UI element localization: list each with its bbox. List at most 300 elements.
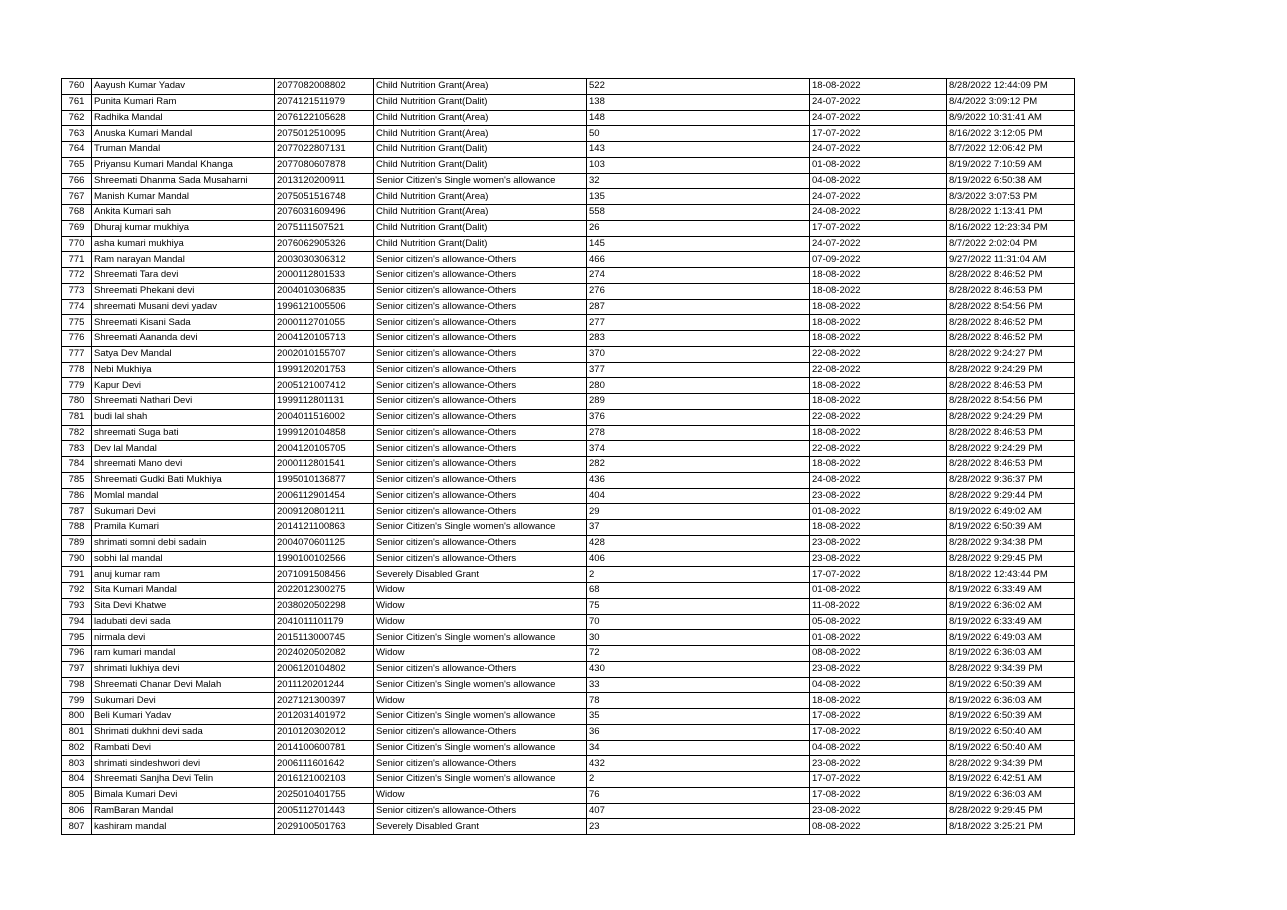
date-cell: 24-07-2022 xyxy=(810,189,947,205)
table-row xyxy=(62,346,1075,362)
timestamp-cell: 8/28/2022 8:46:53 PM xyxy=(947,457,1075,473)
date-cell: 18-08-2022 xyxy=(810,457,947,473)
amount-cell: 276 xyxy=(587,283,810,299)
amount-cell: 287 xyxy=(587,299,810,315)
grant-type-cell: Senior citizen's allowance-Others xyxy=(374,724,587,740)
grant-type-cell: Child Nutrition Grant(Area) xyxy=(374,205,587,221)
timestamp-cell: 8/28/2022 8:46:53 PM xyxy=(947,283,1075,299)
name-cell: Ankita Kumari sah xyxy=(92,205,275,221)
id-number-cell: 2071091508456 xyxy=(275,567,374,583)
date-cell: 24-07-2022 xyxy=(810,110,947,126)
date-cell: 17-08-2022 xyxy=(810,724,947,740)
id-number-cell: 1999120201753 xyxy=(275,362,374,378)
date-cell: 07-09-2022 xyxy=(810,252,947,268)
serial-cell: 798 xyxy=(62,677,92,693)
amount-cell: 138 xyxy=(587,94,810,110)
table-row xyxy=(62,772,1075,788)
date-cell: 23-08-2022 xyxy=(810,551,947,567)
amount-cell: 135 xyxy=(587,189,810,205)
timestamp-cell: 8/9/2022 10:31:41 AM xyxy=(947,110,1075,126)
timestamp-cell: 8/19/2022 6:36:03 AM xyxy=(947,646,1075,662)
amount-cell: 428 xyxy=(587,535,810,551)
serial-cell: 767 xyxy=(62,189,92,205)
id-number-cell: 2024020502082 xyxy=(275,646,374,662)
timestamp-cell: 8/28/2022 9:34:38 PM xyxy=(947,535,1075,551)
amount-cell: 32 xyxy=(587,173,810,189)
amount-cell: 29 xyxy=(587,504,810,520)
id-number-cell: 2076122105628 xyxy=(275,110,374,126)
serial-cell: 802 xyxy=(62,740,92,756)
grant-type-cell: Senior citizen's allowance-Others xyxy=(374,551,587,567)
table-row xyxy=(62,630,1075,646)
serial-cell: 779 xyxy=(62,378,92,394)
date-cell: 23-08-2022 xyxy=(810,488,947,504)
date-cell: 17-08-2022 xyxy=(810,787,947,803)
date-cell: 01-08-2022 xyxy=(810,504,947,520)
timestamp-cell: 8/18/2022 12:43:44 PM xyxy=(947,567,1075,583)
id-number-cell: 2010120302012 xyxy=(275,724,374,740)
id-number-cell: 2004010306835 xyxy=(275,283,374,299)
name-cell: Nebi Mukhiya xyxy=(92,362,275,378)
serial-cell: 804 xyxy=(62,772,92,788)
date-cell: 18-08-2022 xyxy=(810,299,947,315)
table-row xyxy=(62,315,1075,331)
date-cell: 17-08-2022 xyxy=(810,709,947,725)
id-number-cell: 2075111507521 xyxy=(275,220,374,236)
date-cell: 22-08-2022 xyxy=(810,409,947,425)
id-number-cell: 2014100600781 xyxy=(275,740,374,756)
name-cell: nirmala devi xyxy=(92,630,275,646)
timestamp-cell: 8/28/2022 12:44:09 PM xyxy=(947,79,1075,95)
grant-type-cell: Senior citizen's allowance-Others xyxy=(374,425,587,441)
name-cell: anuj kumar ram xyxy=(92,567,275,583)
id-number-cell: 2000112701055 xyxy=(275,315,374,331)
serial-cell: 796 xyxy=(62,646,92,662)
amount-cell: 143 xyxy=(587,142,810,158)
id-number-cell: 2004011516002 xyxy=(275,409,374,425)
serial-cell: 768 xyxy=(62,205,92,221)
amount-cell: 436 xyxy=(587,472,810,488)
date-cell: 04-08-2022 xyxy=(810,173,947,189)
name-cell: Kapur Devi xyxy=(92,378,275,394)
serial-cell: 778 xyxy=(62,362,92,378)
amount-cell: 23 xyxy=(587,819,810,835)
timestamp-cell: 8/19/2022 6:36:03 AM xyxy=(947,693,1075,709)
table-row xyxy=(62,299,1075,315)
timestamp-cell: 8/16/2022 12:23:34 PM xyxy=(947,220,1075,236)
timestamp-cell: 8/19/2022 6:49:03 AM xyxy=(947,630,1075,646)
timestamp-cell: 8/19/2022 6:49:02 AM xyxy=(947,504,1075,520)
date-cell: 18-08-2022 xyxy=(810,283,947,299)
timestamp-cell: 8/19/2022 6:50:40 AM xyxy=(947,724,1075,740)
name-cell: ram kumari mandal xyxy=(92,646,275,662)
serial-cell: 772 xyxy=(62,268,92,284)
table-row xyxy=(62,441,1075,457)
grant-type-cell: Senior Citizen's Single women's allowance xyxy=(374,630,587,646)
table-row xyxy=(62,378,1075,394)
serial-cell: 781 xyxy=(62,409,92,425)
name-cell: Shreemati Chanar Devi Malah xyxy=(92,677,275,693)
date-cell: 17-07-2022 xyxy=(810,772,947,788)
name-cell: Ram narayan Mandal xyxy=(92,252,275,268)
name-cell: Sukumari Devi xyxy=(92,504,275,520)
id-number-cell: 2005112701443 xyxy=(275,803,374,819)
timestamp-cell: 8/28/2022 9:24:29 PM xyxy=(947,441,1075,457)
grant-type-cell: Senior citizen's allowance-Others xyxy=(374,441,587,457)
date-cell: 04-08-2022 xyxy=(810,740,947,756)
name-cell: Anuska Kumari Mandal xyxy=(92,126,275,142)
timestamp-cell: 8/28/2022 1:13:41 PM xyxy=(947,205,1075,221)
amount-cell: 26 xyxy=(587,220,810,236)
serial-cell: 762 xyxy=(62,110,92,126)
name-cell: Dev lal Mandal xyxy=(92,441,275,457)
amount-cell: 430 xyxy=(587,661,810,677)
id-number-cell: 2004120105705 xyxy=(275,441,374,457)
table-row xyxy=(62,79,1075,95)
serial-cell: 770 xyxy=(62,236,92,252)
date-cell: 04-08-2022 xyxy=(810,677,947,693)
table-row xyxy=(62,661,1075,677)
name-cell: Pramila Kumari xyxy=(92,520,275,536)
name-cell: shreemati Suga bati xyxy=(92,425,275,441)
name-cell: Shreemati Phekani devi xyxy=(92,283,275,299)
timestamp-cell: 8/19/2022 6:33:49 AM xyxy=(947,614,1075,630)
table-row xyxy=(62,362,1075,378)
grant-type-cell: Senior citizen's allowance-Others xyxy=(374,268,587,284)
beneficiary-table xyxy=(61,78,1075,835)
id-number-cell: 2076062905326 xyxy=(275,236,374,252)
id-number-cell: 2000112801541 xyxy=(275,457,374,473)
grant-type-cell: Senior Citizen's Single women's allowance xyxy=(374,677,587,693)
grant-type-cell: Child Nutrition Grant(Dalit) xyxy=(374,94,587,110)
grant-type-cell: Senior citizen's allowance-Others xyxy=(374,504,587,520)
amount-cell: 30 xyxy=(587,630,810,646)
timestamp-cell: 8/28/2022 8:46:53 PM xyxy=(947,378,1075,394)
table-row xyxy=(62,583,1075,599)
amount-cell: 370 xyxy=(587,346,810,362)
table-row xyxy=(62,94,1075,110)
name-cell: Shreemati Aananda devi xyxy=(92,331,275,347)
serial-cell: 774 xyxy=(62,299,92,315)
date-cell: 01-08-2022 xyxy=(810,583,947,599)
table-row xyxy=(62,551,1075,567)
date-cell: 17-07-2022 xyxy=(810,220,947,236)
date-cell: 08-08-2022 xyxy=(810,646,947,662)
timestamp-cell: 8/19/2022 6:50:39 AM xyxy=(947,677,1075,693)
amount-cell: 68 xyxy=(587,583,810,599)
timestamp-cell: 8/3/2022 3:07:53 PM xyxy=(947,189,1075,205)
table-row xyxy=(62,142,1075,158)
amount-cell: 432 xyxy=(587,756,810,772)
serial-cell: 777 xyxy=(62,346,92,362)
date-cell: 22-08-2022 xyxy=(810,362,947,378)
amount-cell: 70 xyxy=(587,614,810,630)
timestamp-cell: 8/28/2022 8:54:56 PM xyxy=(947,299,1075,315)
name-cell: Dhuraj kumar mukhiya xyxy=(92,220,275,236)
name-cell: shrimati lukhiya devi xyxy=(92,661,275,677)
grant-type-cell: Senior citizen's allowance-Others xyxy=(374,283,587,299)
serial-cell: 805 xyxy=(62,787,92,803)
amount-cell: 33 xyxy=(587,677,810,693)
serial-cell: 765 xyxy=(62,157,92,173)
date-cell: 23-08-2022 xyxy=(810,661,947,677)
id-number-cell: 1995010136877 xyxy=(275,472,374,488)
name-cell: Shreemati Kisani Sada xyxy=(92,315,275,331)
grant-type-cell: Child Nutrition Grant(Dalit) xyxy=(374,157,587,173)
grant-type-cell: Severely Disabled Grant xyxy=(374,567,587,583)
date-cell: 24-08-2022 xyxy=(810,205,947,221)
date-cell: 23-08-2022 xyxy=(810,535,947,551)
timestamp-cell: 8/7/2022 2:02:04 PM xyxy=(947,236,1075,252)
date-cell: 01-08-2022 xyxy=(810,630,947,646)
date-cell: 08-08-2022 xyxy=(810,819,947,835)
amount-cell: 76 xyxy=(587,787,810,803)
serial-cell: 788 xyxy=(62,520,92,536)
serial-cell: 773 xyxy=(62,283,92,299)
table-row xyxy=(62,189,1075,205)
grant-type-cell: Senior Citizen's Single women's allowance xyxy=(374,709,587,725)
grant-type-cell: Senior citizen's allowance-Others xyxy=(374,535,587,551)
name-cell: Sita Kumari Mandal xyxy=(92,583,275,599)
name-cell: Bimala Kumari Devi xyxy=(92,787,275,803)
name-cell: Punita Kumari Ram xyxy=(92,94,275,110)
id-number-cell: 2006111601642 xyxy=(275,756,374,772)
table-row xyxy=(62,236,1075,252)
table-row xyxy=(62,535,1075,551)
grant-type-cell: Severely Disabled Grant xyxy=(374,819,587,835)
name-cell: Beli Kumari Yadav xyxy=(92,709,275,725)
date-cell: 17-07-2022 xyxy=(810,567,947,583)
name-cell: ladubati devi sada xyxy=(92,614,275,630)
date-cell: 24-07-2022 xyxy=(810,94,947,110)
grant-type-cell: Senior citizen's allowance-Others xyxy=(374,394,587,410)
serial-cell: 785 xyxy=(62,472,92,488)
table-row xyxy=(62,252,1075,268)
id-number-cell: 2015113000745 xyxy=(275,630,374,646)
id-number-cell: 2027121300397 xyxy=(275,693,374,709)
name-cell: kashiram mandal xyxy=(92,819,275,835)
id-number-cell: 2025010401755 xyxy=(275,787,374,803)
amount-cell: 407 xyxy=(587,803,810,819)
timestamp-cell: 8/28/2022 8:54:56 PM xyxy=(947,394,1075,410)
timestamp-cell: 8/28/2022 9:24:29 PM xyxy=(947,362,1075,378)
table-row xyxy=(62,803,1075,819)
name-cell: Sukumari Devi xyxy=(92,693,275,709)
grant-type-cell: Senior Citizen's Single women's allowance xyxy=(374,173,587,189)
grant-type-cell: Senior Citizen's Single women's allowance xyxy=(374,520,587,536)
id-number-cell: 2016121002103 xyxy=(275,772,374,788)
date-cell: 24-08-2022 xyxy=(810,472,947,488)
id-number-cell: 2013120200911 xyxy=(275,173,374,189)
serial-cell: 771 xyxy=(62,252,92,268)
timestamp-cell: 8/28/2022 8:46:52 PM xyxy=(947,315,1075,331)
timestamp-cell: 8/28/2022 9:24:27 PM xyxy=(947,346,1075,362)
amount-cell: 277 xyxy=(587,315,810,331)
id-number-cell: 2004070601125 xyxy=(275,535,374,551)
table-row xyxy=(62,740,1075,756)
amount-cell: 280 xyxy=(587,378,810,394)
name-cell: Shreemati Dhanma Sada Musaharni xyxy=(92,173,275,189)
id-number-cell: 1996121005506 xyxy=(275,299,374,315)
timestamp-cell: 8/19/2022 6:50:39 AM xyxy=(947,709,1075,725)
amount-cell: 148 xyxy=(587,110,810,126)
amount-cell: 376 xyxy=(587,409,810,425)
timestamp-cell: 8/19/2022 6:50:38 AM xyxy=(947,173,1075,189)
amount-cell: 145 xyxy=(587,236,810,252)
serial-cell: 783 xyxy=(62,441,92,457)
table-row xyxy=(62,787,1075,803)
amount-cell: 466 xyxy=(587,252,810,268)
timestamp-cell: 8/19/2022 6:42:51 AM xyxy=(947,772,1075,788)
serial-cell: 787 xyxy=(62,504,92,520)
serial-cell: 786 xyxy=(62,488,92,504)
id-number-cell: 2077082008802 xyxy=(275,79,374,95)
table-row xyxy=(62,268,1075,284)
table-row xyxy=(62,283,1075,299)
table-row xyxy=(62,331,1075,347)
date-cell: 17-07-2022 xyxy=(810,126,947,142)
timestamp-cell: 8/28/2022 9:29:44 PM xyxy=(947,488,1075,504)
grant-type-cell: Senior Citizen's Single women's allowance xyxy=(374,740,587,756)
date-cell: 18-08-2022 xyxy=(810,268,947,284)
name-cell: Rambati Devi xyxy=(92,740,275,756)
spreadsheet-page xyxy=(61,78,1075,835)
serial-cell: 791 xyxy=(62,567,92,583)
date-cell: 18-08-2022 xyxy=(810,520,947,536)
id-number-cell: 2002010155707 xyxy=(275,346,374,362)
serial-cell: 776 xyxy=(62,331,92,347)
grant-type-cell: Widow xyxy=(374,598,587,614)
grant-type-cell: Senior citizen's allowance-Others xyxy=(374,315,587,331)
date-cell: 18-08-2022 xyxy=(810,378,947,394)
grant-type-cell: Child Nutrition Grant(Area) xyxy=(374,110,587,126)
timestamp-cell: 8/19/2022 7:10:59 AM xyxy=(947,157,1075,173)
amount-cell: 78 xyxy=(587,693,810,709)
table-row xyxy=(62,598,1075,614)
date-cell: 18-08-2022 xyxy=(810,315,947,331)
table-row xyxy=(62,677,1075,693)
date-cell: 22-08-2022 xyxy=(810,441,947,457)
timestamp-cell: 8/28/2022 9:29:45 PM xyxy=(947,803,1075,819)
amount-cell: 103 xyxy=(587,157,810,173)
table-row xyxy=(62,646,1075,662)
date-cell: 01-08-2022 xyxy=(810,157,947,173)
name-cell: Shreemati Tara devi xyxy=(92,268,275,284)
id-number-cell: 2014121100863 xyxy=(275,520,374,536)
amount-cell: 274 xyxy=(587,268,810,284)
timestamp-cell: 8/28/2022 9:34:39 PM xyxy=(947,756,1075,772)
serial-cell: 794 xyxy=(62,614,92,630)
table-row xyxy=(62,567,1075,583)
timestamp-cell: 8/4/2022 3:09:12 PM xyxy=(947,94,1075,110)
serial-cell: 775 xyxy=(62,315,92,331)
grant-type-cell: Senior citizen's allowance-Others xyxy=(374,661,587,677)
timestamp-cell: 9/27/2022 11:31:04 AM xyxy=(947,252,1075,268)
date-cell: 05-08-2022 xyxy=(810,614,947,630)
serial-cell: 764 xyxy=(62,142,92,158)
serial-cell: 801 xyxy=(62,724,92,740)
name-cell: sobhi lal mandal xyxy=(92,551,275,567)
amount-cell: 278 xyxy=(587,425,810,441)
id-number-cell: 2009120801211 xyxy=(275,504,374,520)
timestamp-cell: 8/7/2022 12:06:42 PM xyxy=(947,142,1075,158)
id-number-cell: 2077022807131 xyxy=(275,142,374,158)
id-number-cell: 2029100501763 xyxy=(275,819,374,835)
id-number-cell: 2006112901454 xyxy=(275,488,374,504)
serial-cell: 799 xyxy=(62,693,92,709)
id-number-cell: 2004120105713 xyxy=(275,331,374,347)
serial-cell: 784 xyxy=(62,457,92,473)
id-number-cell: 2005121007412 xyxy=(275,378,374,394)
serial-cell: 763 xyxy=(62,126,92,142)
name-cell: Radhika Mandal xyxy=(92,110,275,126)
table-row xyxy=(62,504,1075,520)
amount-cell: 37 xyxy=(587,520,810,536)
table-row xyxy=(62,409,1075,425)
date-cell: 18-08-2022 xyxy=(810,693,947,709)
id-number-cell: 1999112801131 xyxy=(275,394,374,410)
serial-cell: 795 xyxy=(62,630,92,646)
grant-type-cell: Widow xyxy=(374,693,587,709)
serial-cell: 797 xyxy=(62,661,92,677)
name-cell: shreemati Musani devi yadav xyxy=(92,299,275,315)
table-row xyxy=(62,724,1075,740)
amount-cell: 406 xyxy=(587,551,810,567)
timestamp-cell: 8/18/2022 3:25:21 PM xyxy=(947,819,1075,835)
timestamp-cell: 8/19/2022 6:50:39 AM xyxy=(947,520,1075,536)
serial-cell: 780 xyxy=(62,394,92,410)
serial-cell: 792 xyxy=(62,583,92,599)
id-number-cell: 2000112801533 xyxy=(275,268,374,284)
grant-type-cell: Senior citizen's allowance-Others xyxy=(374,488,587,504)
timestamp-cell: 8/28/2022 9:24:29 PM xyxy=(947,409,1075,425)
table-row xyxy=(62,756,1075,772)
grant-type-cell: Senior citizen's allowance-Others xyxy=(374,457,587,473)
table-row xyxy=(62,457,1075,473)
date-cell: 23-08-2022 xyxy=(810,803,947,819)
serial-cell: 760 xyxy=(62,79,92,95)
grant-type-cell: Senior citizen's allowance-Others xyxy=(374,378,587,394)
amount-cell: 282 xyxy=(587,457,810,473)
table-row xyxy=(62,126,1075,142)
amount-cell: 36 xyxy=(587,724,810,740)
name-cell: Aayush Kumar Yadav xyxy=(92,79,275,95)
table-row xyxy=(62,819,1075,835)
id-number-cell: 1990100102566 xyxy=(275,551,374,567)
table-row xyxy=(62,709,1075,725)
name-cell: budi lal shah xyxy=(92,409,275,425)
serial-cell: 807 xyxy=(62,819,92,835)
grant-type-cell: Child Nutrition Grant(Area) xyxy=(374,189,587,205)
timestamp-cell: 8/19/2022 6:33:49 AM xyxy=(947,583,1075,599)
date-cell: 22-08-2022 xyxy=(810,346,947,362)
grant-type-cell: Senior citizen's allowance-Others xyxy=(374,299,587,315)
name-cell: Momlal mandal xyxy=(92,488,275,504)
date-cell: 18-08-2022 xyxy=(810,394,947,410)
name-cell: RamBaran Mandal xyxy=(92,803,275,819)
id-number-cell: 2075012510095 xyxy=(275,126,374,142)
amount-cell: 404 xyxy=(587,488,810,504)
serial-cell: 790 xyxy=(62,551,92,567)
amount-cell: 2 xyxy=(587,567,810,583)
serial-cell: 793 xyxy=(62,598,92,614)
serial-cell: 761 xyxy=(62,94,92,110)
id-number-cell: 1999120104858 xyxy=(275,425,374,441)
date-cell: 24-07-2022 xyxy=(810,142,947,158)
amount-cell: 2 xyxy=(587,772,810,788)
id-number-cell: 2041011101179 xyxy=(275,614,374,630)
timestamp-cell: 8/19/2022 6:50:40 AM xyxy=(947,740,1075,756)
